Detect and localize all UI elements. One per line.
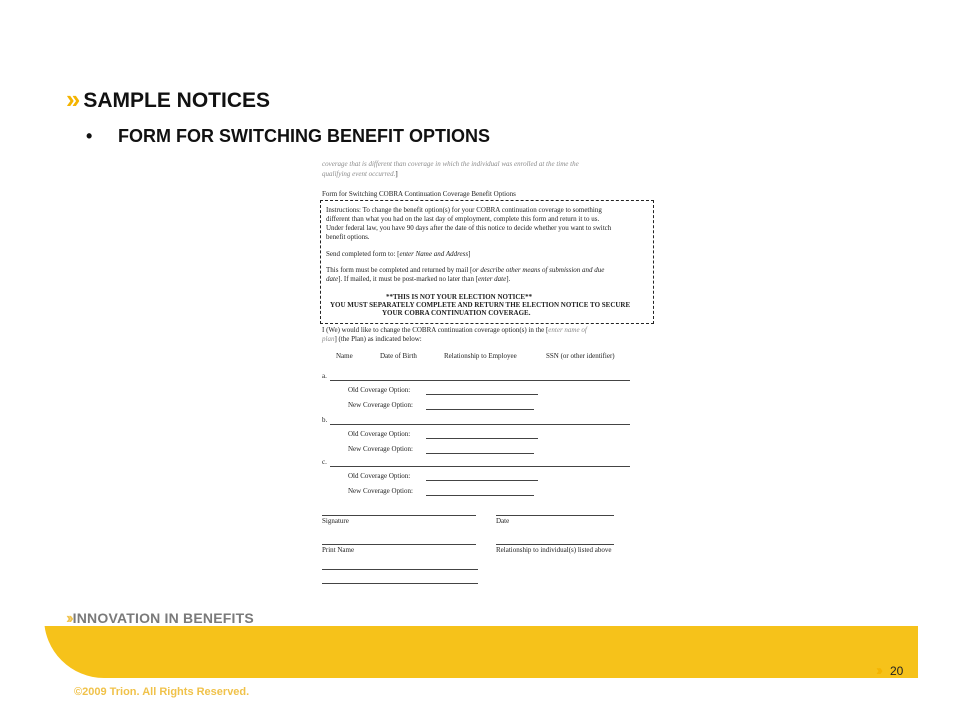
print-name-label: Print Name xyxy=(322,546,355,554)
instructions-line: benefit options. xyxy=(326,233,370,241)
slide-title xyxy=(66,84,270,115)
notice-line: **THIS IS NOT YOUR ELECTION NOTICE** xyxy=(386,293,533,301)
relationship-line xyxy=(496,544,614,545)
footer-tagline-text: INNOVATION IN BENEFITS xyxy=(72,610,254,626)
copyright-text: ©2009 Trion. All Rights Reserved. xyxy=(74,686,250,698)
mail-line: This form must be completed and returned by mail [or describe other means of submission and due xyxy=(326,266,605,274)
form-heading: Form for Switching COBRA Continuation Coverage Benefit Options xyxy=(322,190,516,198)
chevron-icon: ›› xyxy=(876,662,880,679)
instructions-line: different than what you had on the last day of employment, complete this form and return it to us. xyxy=(326,215,600,223)
new-option-label: New Coverage Option: xyxy=(348,401,413,409)
change-line: plan] (the Plan) as indicated below: xyxy=(322,335,422,343)
address-line xyxy=(322,583,478,584)
address-line xyxy=(322,569,478,570)
send-to-line: Send completed form to: [enter Name and Address] xyxy=(326,250,471,258)
entry-line xyxy=(330,424,630,425)
footer-tagline xyxy=(66,610,254,628)
date-label: Date xyxy=(496,517,510,525)
signature-line xyxy=(322,515,476,516)
new-option-line xyxy=(426,453,534,454)
cobra-form-image xyxy=(322,158,662,608)
old-option-line xyxy=(426,480,538,481)
old-option-line xyxy=(426,394,538,395)
column-header: Name xyxy=(336,352,353,360)
chevron-icon: ›› xyxy=(66,610,71,627)
entry-letter: c. xyxy=(322,458,327,466)
chevron-icon: ›› xyxy=(66,84,78,114)
column-header: Date of Birth xyxy=(380,352,417,360)
bullet-item xyxy=(86,126,490,147)
page-number-text: 20 xyxy=(890,664,904,678)
old-option-line xyxy=(426,438,538,439)
slide-title-text: SAMPLE NOTICES xyxy=(83,89,271,112)
entry-letter: a. xyxy=(322,372,327,380)
entry-line xyxy=(330,380,630,381)
notice-line: YOUR COBRA CONTINUATION COVERAGE. xyxy=(382,309,531,317)
old-option-label: Old Coverage Option: xyxy=(348,472,411,480)
relationship-label: Relationship to individual(s) listed above xyxy=(496,546,612,554)
form-intro-line: coverage that is different than coverage in which the individual was enrolled at the time the xyxy=(322,160,579,168)
page-number xyxy=(876,662,903,679)
new-option-label: New Coverage Option: xyxy=(348,445,413,453)
bullet-icon: • xyxy=(86,126,93,146)
instructions-line: Under federal law, you have 90 days after the date of this notice to decide whether you want to switch xyxy=(326,224,612,232)
print-name-line xyxy=(322,544,476,545)
new-option-label: New Coverage Option: xyxy=(348,487,413,495)
column-header: SSN (or other identifier) xyxy=(546,352,615,360)
instructions-line: Instructions: To change the benefit option(s) for your COBRA continuation coverage to something xyxy=(326,206,602,214)
notice-line: YOU MUST SEPARATELY COMPLETE AND RETURN THE ELECTION NOTICE TO SECURE xyxy=(330,301,631,309)
bullet-text: FORM FOR SWITCHING BENEFIT OPTIONS xyxy=(118,126,490,146)
signature-label: Signature xyxy=(322,517,349,525)
date-line xyxy=(496,515,614,516)
new-option-line xyxy=(426,409,534,410)
new-option-line xyxy=(426,495,534,496)
old-option-label: Old Coverage Option: xyxy=(348,386,411,394)
form-intro-line: qualifying event occurred.] xyxy=(322,170,398,178)
mail-line: date]. If mailed, it must be post-marked no later than [enter date]. xyxy=(326,275,511,283)
entry-line xyxy=(330,466,630,467)
change-line: I (We) would like to change the COBRA continuation coverage option(s) in the [enter name of xyxy=(322,326,587,334)
column-header: Relationship to Employee xyxy=(444,352,517,360)
entry-letter: b. xyxy=(322,416,328,424)
old-option-label: Old Coverage Option: xyxy=(348,430,411,438)
